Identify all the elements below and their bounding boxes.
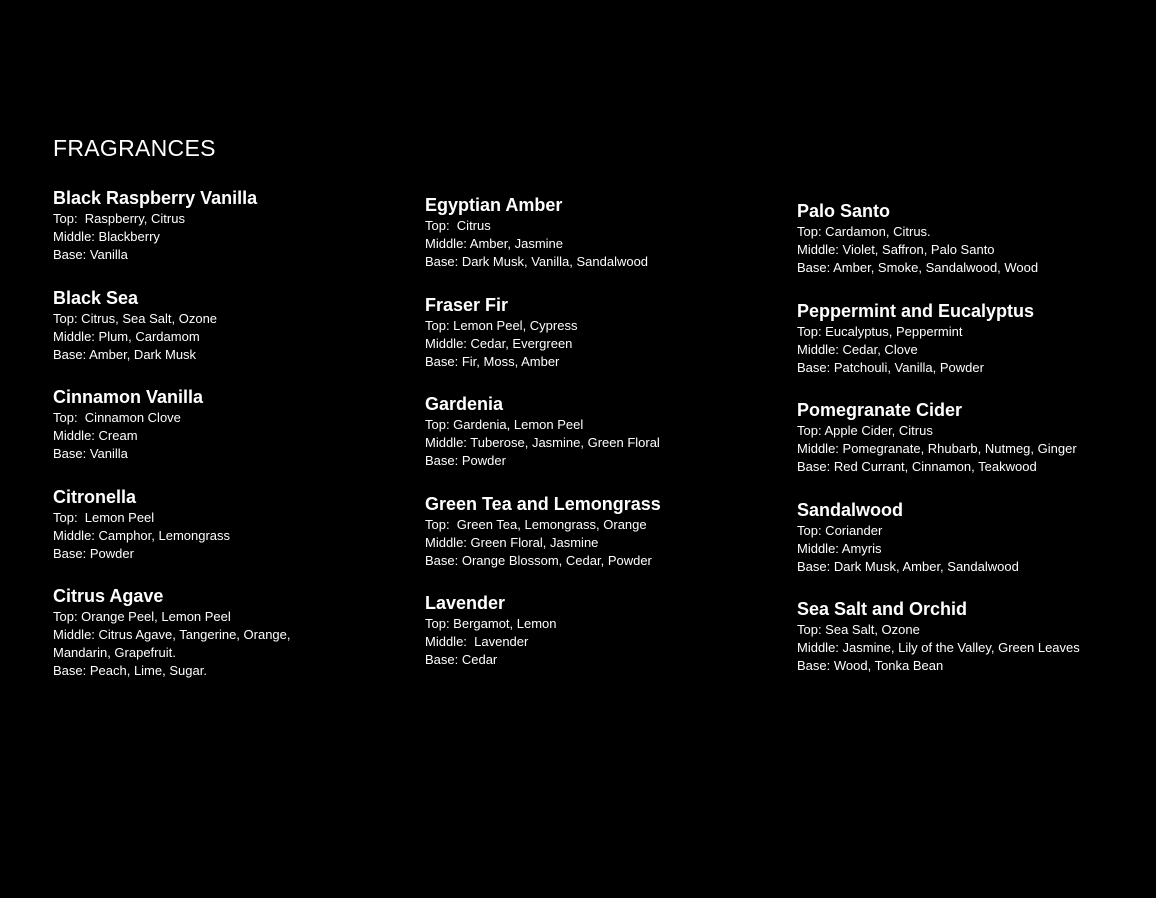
fragrance-item bbox=[53, 186, 383, 286]
base-notes: Base: Vanilla bbox=[53, 247, 128, 262]
top-notes: Top: Citrus bbox=[425, 218, 491, 233]
middle-notes: Middle: Violet, Saffron, Palo Santo bbox=[797, 242, 995, 257]
base-notes: Base: Dark Musk, Vanilla, Sandalwood bbox=[425, 254, 649, 269]
fragrance-column-1 bbox=[53, 186, 383, 684]
fragrance-item bbox=[53, 485, 383, 585]
fragrance-item bbox=[425, 591, 755, 691]
top-notes: Top: Coriander bbox=[797, 522, 883, 538]
middle-notes: Middle: Cream bbox=[53, 428, 138, 443]
fragrance-column-2 bbox=[425, 193, 755, 691]
base-notes: Base: Fir, Moss, Amber bbox=[425, 353, 560, 369]
top-notes: Top: Orange Peel, Lemon Peel bbox=[53, 609, 231, 624]
top-notes: Top: Sea Salt, Ozone bbox=[797, 622, 920, 637]
fragrance-item bbox=[797, 498, 1117, 598]
middle-notes: Middle: Amber, Jasmine bbox=[425, 236, 564, 251]
top-notes: Top: Cardamon, Citrus. bbox=[797, 224, 931, 239]
middle-notes: Middle: Plum, Cardamom bbox=[53, 328, 200, 344]
middle-notes: Middle: Camphor, Lemongrass bbox=[53, 527, 231, 543]
base-notes: Base: Powder bbox=[53, 545, 134, 561]
fragrance-item bbox=[425, 492, 755, 592]
page-title: FRAGRANCES bbox=[53, 135, 216, 161]
fragrance-name: Fraser Fir bbox=[425, 294, 509, 315]
base-notes: Base: Vanilla bbox=[53, 446, 128, 461]
top-notes: Top: Cinnamon Clove bbox=[53, 410, 181, 425]
fragrance-item bbox=[425, 193, 755, 293]
fragrance-name: Sandalwood bbox=[797, 499, 904, 520]
base-notes: Base: Powder bbox=[425, 453, 506, 468]
middle-notes: Middle: Lavender bbox=[425, 634, 529, 649]
base-notes: Base: Patchouli, Vanilla, Powder bbox=[797, 359, 984, 375]
top-notes: Top: Lemon Peel, Cypress bbox=[425, 317, 578, 333]
fragrance-column-3 bbox=[797, 199, 1117, 697]
top-notes: Top: Bergamot, Lemon bbox=[425, 616, 557, 631]
fragrance-item bbox=[425, 293, 755, 393]
base-notes: Base: Dark Musk, Amber, Sandalwood bbox=[797, 558, 1019, 574]
fragrance-name: Pomegranate Cider bbox=[797, 400, 963, 420]
middle-notes: Middle: Jasmine, Lily of the Valley, Green Leaves bbox=[797, 640, 1080, 655]
fragrance-item bbox=[797, 597, 1117, 697]
base-notes: Base: Wood, Tonka Bean bbox=[797, 658, 944, 673]
fragrance-item bbox=[53, 385, 383, 485]
fragrance-name: Egyptian Amber bbox=[425, 195, 563, 215]
top-notes: Top: Lemon Peel bbox=[53, 509, 155, 525]
middle-notes: Middle: Tuberose, Jasmine, Green Floral bbox=[425, 435, 660, 450]
fragrance-name: Sea Salt and Orchid bbox=[797, 599, 968, 619]
top-notes: Top: Raspberry, Citrus bbox=[53, 211, 185, 226]
fragrance-name: Citronella bbox=[53, 486, 137, 507]
top-notes: Top: Apple Cider, Citrus bbox=[797, 423, 933, 438]
base-notes: Base: Amber, Dark Musk bbox=[53, 346, 197, 362]
top-notes: Top: Eucalyptus, Peppermint bbox=[797, 323, 963, 339]
fragrance-name: Cinnamon Vanilla bbox=[53, 387, 204, 407]
fragrance-item bbox=[53, 584, 383, 684]
middle-notes: Middle: Pomegranate, Rhubarb, Nutmeg, Ginger bbox=[797, 441, 1077, 456]
fragrance-item bbox=[797, 299, 1117, 399]
fragrance-item bbox=[797, 199, 1117, 299]
fragrance-name: Peppermint and Eucalyptus bbox=[797, 300, 1035, 321]
top-notes: Top: Gardenia, Lemon Peel bbox=[425, 417, 584, 432]
base-notes: Base: Red Currant, Cinnamon, Teakwood bbox=[797, 459, 1037, 474]
base-notes: Base: Cedar bbox=[425, 652, 498, 667]
middle-notes: Middle: Cedar, Evergreen bbox=[425, 335, 573, 351]
fragrance-name: Black Raspberry Vanilla bbox=[53, 188, 258, 208]
fragrance-name: Citrus Agave bbox=[53, 586, 164, 606]
middle-notes: Middle: Amyris bbox=[797, 540, 882, 556]
fragrance-item bbox=[797, 398, 1117, 498]
middle-notes: Middle: Green Floral, Jasmine bbox=[425, 534, 599, 550]
fragrance-name: Black Sea bbox=[53, 287, 139, 308]
middle-notes: Middle: Citrus Agave, Tangerine, Orange, Mandarin, Grapefruit. bbox=[53, 627, 291, 660]
middle-notes: Middle: Cedar, Clove bbox=[797, 341, 918, 357]
fragrance-name: Green Tea and Lemongrass bbox=[425, 493, 661, 514]
base-notes: Base: Amber, Smoke, Sandalwood, Wood bbox=[797, 260, 1039, 275]
fragrance-name: Palo Santo bbox=[797, 201, 891, 221]
fragrance-name: Gardenia bbox=[425, 394, 504, 414]
middle-notes: Middle: Blackberry bbox=[53, 229, 160, 244]
fragrance-item bbox=[425, 392, 755, 492]
fragrance-item bbox=[53, 286, 383, 386]
top-notes: Top: Citrus, Sea Salt, Ozone bbox=[53, 310, 218, 326]
top-notes: Top: Green Tea, Lemongrass, Orange bbox=[425, 516, 647, 532]
fragrance-name: Lavender bbox=[425, 593, 506, 613]
base-notes: Base: Orange Blossom, Cedar, Powder bbox=[425, 552, 652, 568]
base-notes: Base: Peach, Lime, Sugar. bbox=[53, 663, 207, 678]
